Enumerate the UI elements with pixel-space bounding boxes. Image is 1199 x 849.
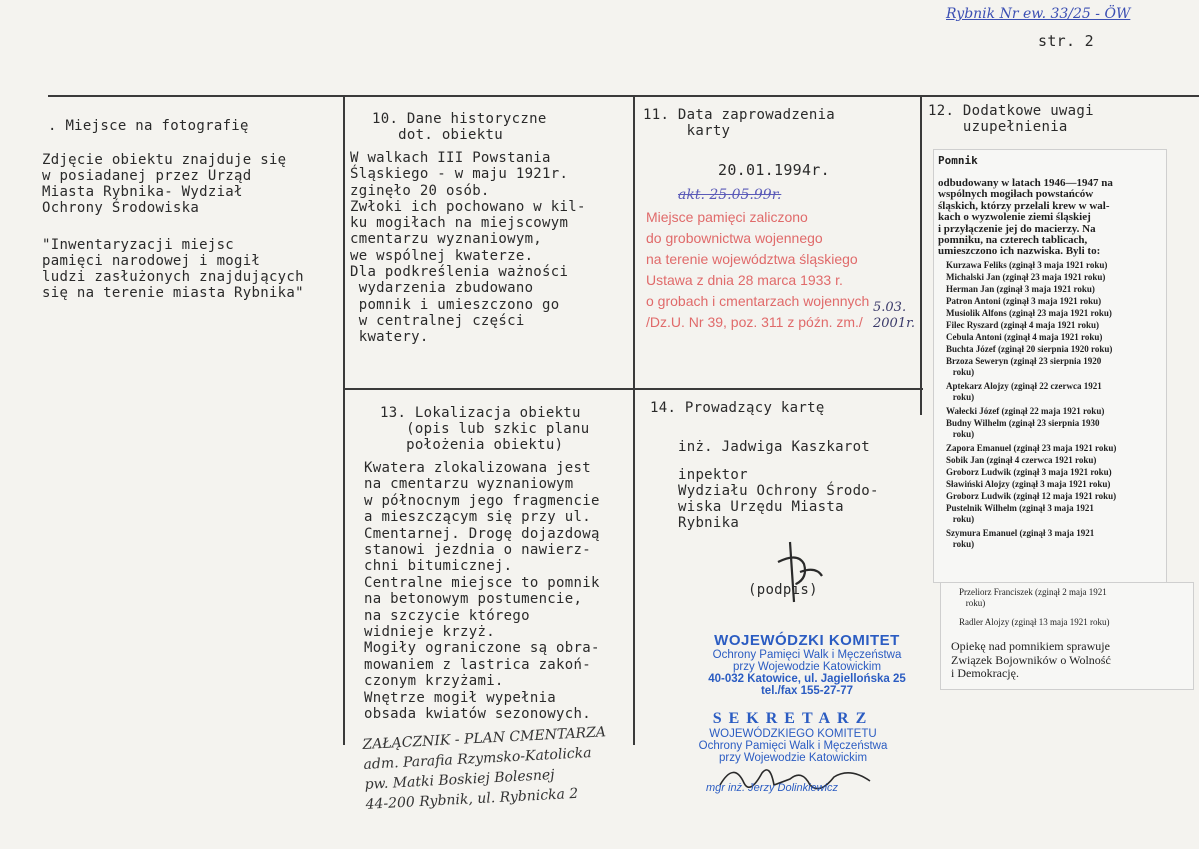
clipping-name-row: Herman Jan (zginął 3 maja 1921 roku)	[946, 284, 1095, 294]
committee-stamp-line1: Ochrony Pamięci Walk i Męczeństwa	[712, 649, 902, 661]
clipping-name-row: Szymura Emanuel (zginął 3 maja 1921 roku)	[946, 528, 1095, 549]
author-section-title: 14. Prowadzący kartę	[650, 400, 825, 416]
clipping-name-row: Aptekarz Alojzy (zginął 22 czerwca 1921 roku)	[946, 381, 1102, 402]
clipping-name-row: Kurzawa Feliks (zginął 3 maja 1921 roku)	[946, 260, 1108, 270]
author-signature	[768, 532, 838, 612]
clipping-name-row: Brzoza Seweryn (zginął 23 sierpnia 1920 roku)	[946, 356, 1102, 377]
clipping-name-row: Michalski Jan (zginął 23 maja 1921 roku)	[946, 272, 1106, 282]
clipping-name-row: Zapora Emanuel (zginął 23 maja 1921 roku)	[946, 443, 1117, 453]
memorial-clipping	[933, 149, 1167, 583]
secretary-stamp-title: SEKRETARZ	[712, 710, 874, 727]
clipping-name-row: Wałecki Józef (zginął 22 maja 1921 roku)	[946, 406, 1105, 416]
registry-note: Rybnik Nr ew. 33/25 - ÖW	[946, 6, 1131, 22]
column-divider-2	[633, 95, 635, 745]
committee-stamp-line3: 40-032 Katowice, ul. Jagiellońska 25	[708, 673, 906, 685]
location-section-body: Kwatera zlokalizowana jest na cmentarzu wyznaniowym w północnym jego fragmencie a mieszczącym się przy ul. Cmentarnej. Drogę dojazdową stanowi jezdnia o nawierz- chni bitumicznej. Centralne miejsce to pomnik na betonowym postumencie, na szczycie którego widnieje krzyż. Mogiły ograniczone są obra- mowaniem z lastrica zakoń- czonym krzyżami. Wnętrze mogił wypełnia obsada kwiatów sezonowych.	[364, 460, 600, 723]
notes-section-title: 12. Dodatkowe uwagi uzupełnienia	[928, 103, 1094, 135]
cemetery-admin-note: ZAŁĄCZNIK - PLAN CMENTARZA adm. Parafia Rzymsko-Katolicka pw. Matki Boskiej Bolesnej 44-200 Rybnik, ul. Rybnicka 2	[362, 724, 607, 813]
stamp-date: 5.03. 2001r.	[873, 300, 916, 331]
clipping-name-row: Patron Antoni (zginął 3 maja 1921 roku)	[946, 296, 1102, 306]
table-top-rule	[48, 95, 1199, 97]
location-section-title: 13. Lokalizacja obiektu (opis lub szkic planu położenia obiektu)	[380, 405, 590, 453]
committee-stamp	[672, 632, 942, 697]
clipping-heading: Pomnik	[938, 154, 978, 167]
author-role: inpektor Wydziału Ochrony Środo- wiska Urzędu Miasta Rybnika	[678, 467, 879, 531]
war-grave-stamp: Miejsce pamięci zaliczono do grobownictwa wojennego na terenie województwa śląskiego Ustawa z dnia 28 marca 1933 r. o grobach i cmentarzach wojennych /Dz.U. Nr 39, poz. 311 z późn. zm./	[646, 209, 870, 330]
committee-stamp-line2: przy Wojewodzie Katowickim	[732, 661, 882, 673]
photo-section-quote: "Inwentaryzacji miejsc pamięci narodowej i mogił ludzi zasłużonych znajdujących się na terenie miasta Rybnika"	[42, 237, 304, 301]
column-divider-1	[343, 95, 345, 745]
clipping-closing: Opiekę nad pomnikiem sprawuje Związek Bojowników o Wolność i Demokrację.	[951, 639, 1111, 680]
clipping-name-row: Radler Alojzy (zginął 13 maja 1921 roku)	[959, 617, 1110, 627]
update-note: akt. 25.05.99r.	[678, 187, 782, 203]
committee-stamp-line4: tel./fax 155-27-77	[760, 685, 854, 697]
row-divider	[343, 388, 923, 390]
clipping-name-row: Sławiński Alojzy (zginął 3 maja 1921 roku)	[946, 479, 1111, 489]
clipping-name-row: Budny Wilhelm (zginął 23 sierpnia 1930 roku)	[946, 418, 1100, 439]
column-divider-3	[920, 95, 922, 415]
clipping-name-row: Cebula Antoni (zginął 4 maja 1921 roku)	[946, 332, 1103, 342]
clipping-name-row: Groborz Ludwik (zginął 3 maja 1921 roku)	[946, 467, 1112, 477]
memorial-clipping-continued	[940, 582, 1194, 690]
clipping-intro: odbudowany w latach 1946—1947 na wspólnych mogiłach powstańców śląskich, którzy przelali krew w wal- kach o wyzwolenie ziemi śląskiej i przyłączenie jej do macierzy. Na pomniku, na czterech tablicach, umieszczono ich nazwiska. Byli to:	[938, 177, 1113, 258]
committee-stamp-title: WOJEWÓDZKI KOMITET	[714, 632, 900, 649]
history-section-body: W walkach III Powstania Śląskiego - w maju 1921r. zginęło 20 osób. Zwłoki ich pochowano w kil- ku mogiłach na miejscowym cmentarzu wyznaniowym, we wspólnej kwaterze. Dla podkreślenia ważności wydarzenia zbudowano pomnik i umieszczono go w centralnej części kwatery.	[350, 150, 586, 346]
card-date: 20.01.1994r.	[718, 161, 830, 179]
clipping-name-row: Pustelnik Wilhelm (zginął 3 maja 1921 roku)	[946, 503, 1094, 524]
secretary-stamp-line2: Ochrony Pamięci Walk i Męczeństwa	[698, 740, 888, 752]
clipping-name-row: Groborz Ludwik (zginął 12 maja 1921 roku)	[946, 491, 1117, 501]
date-section-title: 11. Data zaprowadzenia karty	[643, 107, 836, 139]
clipping-name-row: Buchta Józef (zginął 20 sierpnia 1920 roku)	[946, 344, 1113, 354]
clipping-name-row: Sobik Jan (zginął 4 czerwca 1921 roku)	[946, 455, 1097, 465]
clipping-name-row: Musiolik Alfons (zginął 23 maja 1921 roku)	[946, 308, 1112, 318]
page-label: str. 2	[1038, 32, 1094, 50]
clipping-name-row: Przeliorz Franciszek (zginął 2 maja 1921 roku)	[959, 587, 1107, 608]
history-section-title: 10. Dane historyczne dot. obiektu	[372, 111, 547, 143]
secretary-stamp-line3: przy Wojewodzie Katowickim	[718, 752, 868, 764]
secretary-signer: mgr inż. Jerzy Dolinkiewicz	[706, 782, 839, 794]
secretary-stamp-line1: WOJEWÓDZKIEGO KOMITETU	[709, 728, 877, 740]
clipping-name-row: Filec Ryszard (zginął 4 maja 1921 roku)	[946, 320, 1099, 330]
signature-label: (podpis)	[748, 582, 818, 598]
photo-section-title: . Miejsce na fotografię	[48, 118, 249, 134]
photo-section-body: Zdjęcie obiektu znajduje się w posiadanej przez Urząd Miasta Rybnika- Wydział Ochrony Środowiska	[42, 152, 287, 216]
author-name: inż. Jadwiga Kaszkarot	[678, 439, 871, 455]
